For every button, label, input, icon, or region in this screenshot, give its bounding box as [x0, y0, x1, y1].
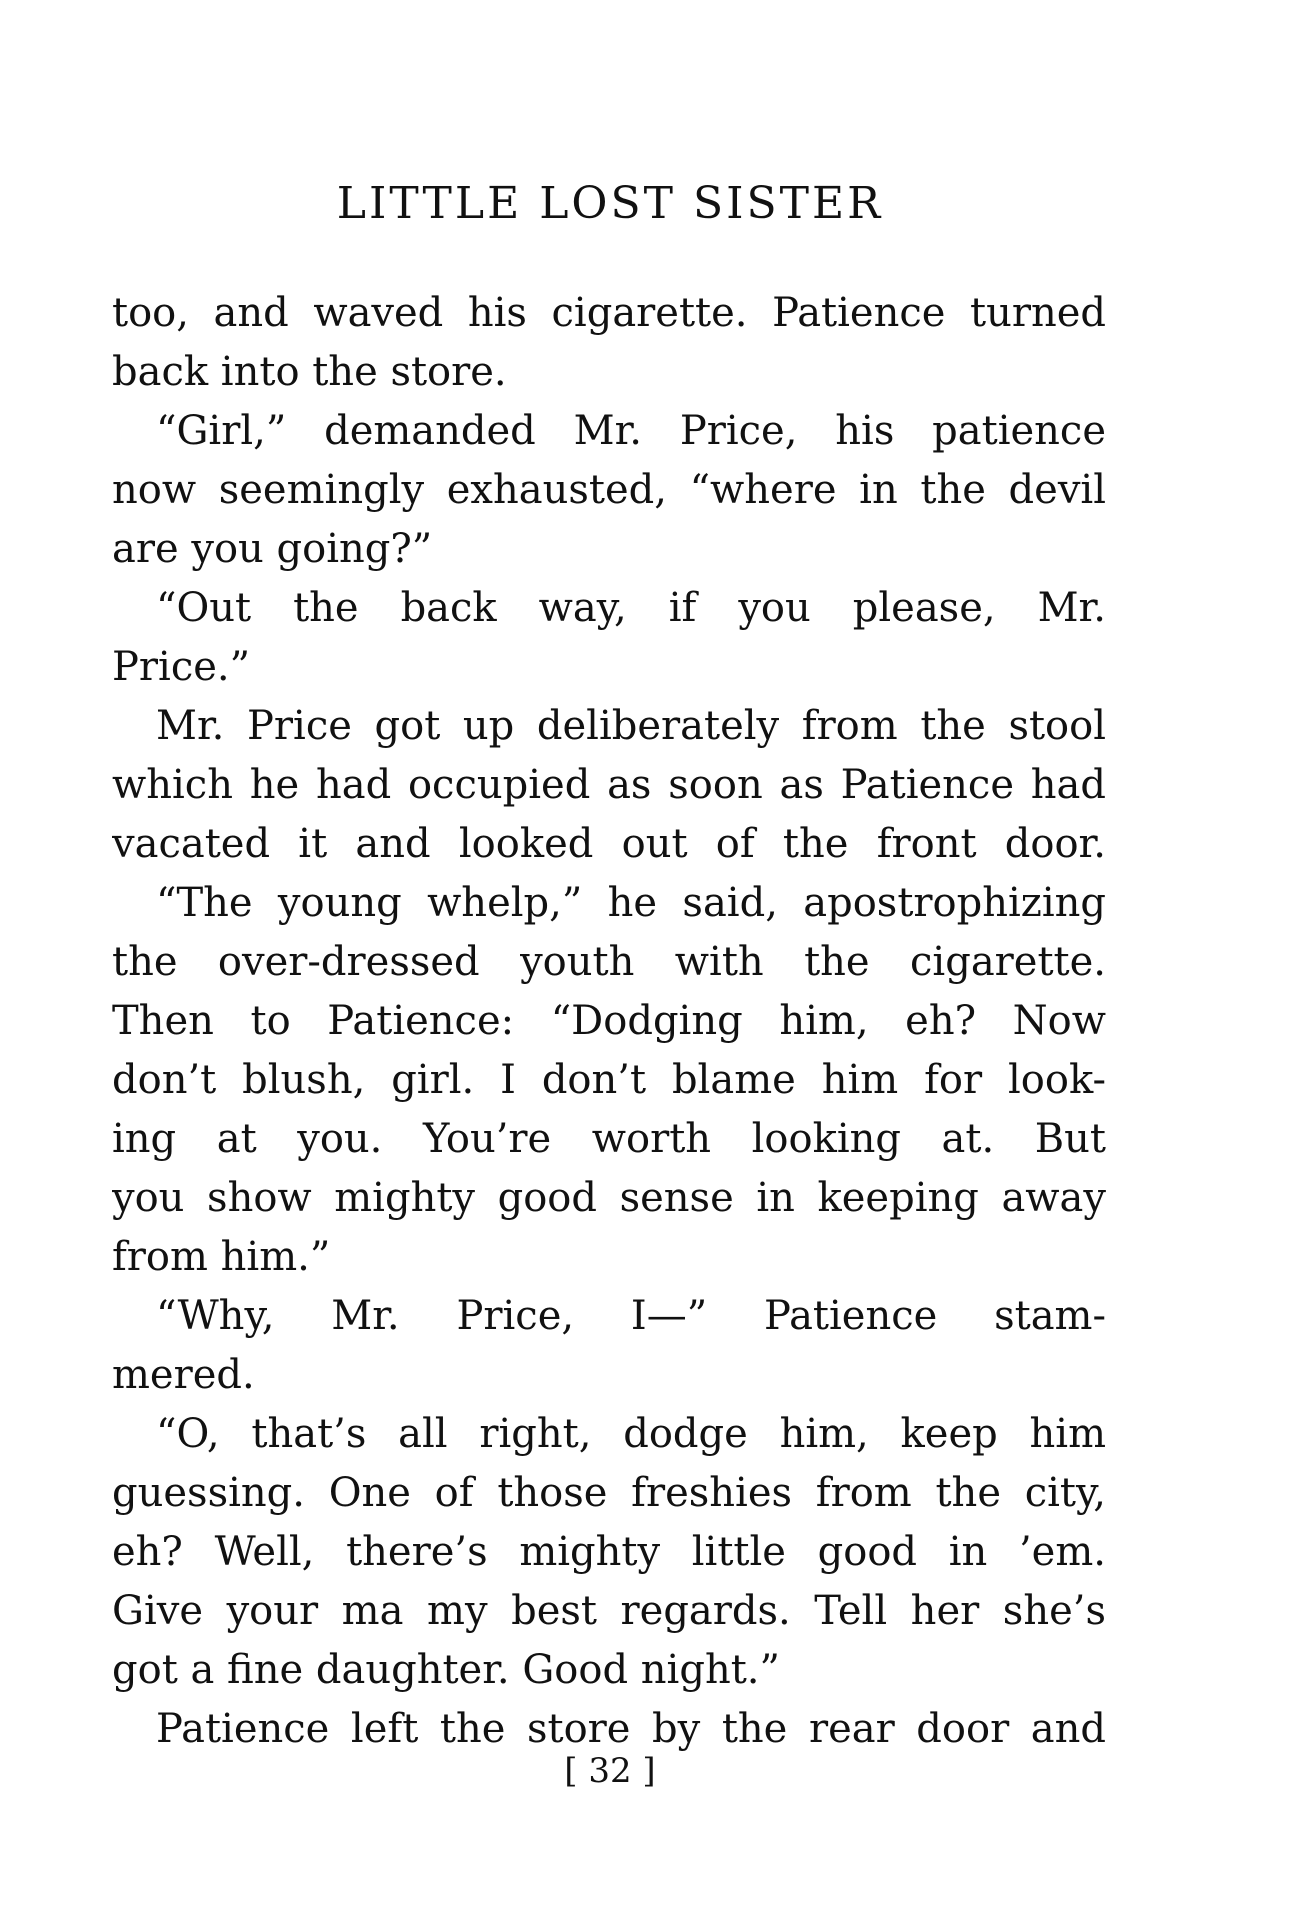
text-line: got a fine daughter. Good night.” — [112, 1647, 780, 1693]
text-line: “Why, Mr. Price, I—” Patience stam- — [156, 1293, 1106, 1339]
page-number: [ 32 ] — [564, 1751, 656, 1791]
text-line: you show mighty good sense in keeping away — [112, 1175, 1106, 1221]
text-line: too, and waved his cigarette. Patience turned — [112, 290, 1106, 336]
text-line: Give your ma my best regards. Tell her she’s — [112, 1588, 1106, 1634]
text-line: eh? Well, there’s mighty little good in ’em. — [112, 1529, 1106, 1575]
text-line: “Out the back way, if you please, Mr. — [156, 585, 1106, 631]
text-line: Mr. Price got up deliberately from the stool — [156, 703, 1106, 749]
text-line: Price.” — [112, 644, 251, 690]
text-line: “Girl,” demanded Mr. Price, his patience — [156, 408, 1106, 454]
text-line: which he had occupied as soon as Patience had — [112, 762, 1106, 808]
text-line: “O, that’s all right, dodge him, keep him — [156, 1411, 1106, 1457]
text-line: now seemingly exhausted, “where in the devil — [112, 467, 1106, 513]
text-line: guessing. One of those freshies from the city, — [112, 1470, 1106, 1516]
body-text — [112, 284, 1106, 1759]
text-line: are you going?” — [112, 526, 433, 572]
text-line: from him.” — [112, 1234, 331, 1280]
text-line: don’t blush, girl. I don’t blame him for look- — [112, 1057, 1106, 1103]
text-line: the over-dressed youth with the cigarette. — [112, 939, 1106, 985]
text-line: ing at you. You’re worth looking at. But — [112, 1116, 1106, 1162]
text-line: Then to Patience: “Dodging him, eh? Now — [112, 998, 1106, 1044]
text-line: Patience left the store by the rear door and — [156, 1706, 1106, 1752]
text-line: vacated it and looked out of the front door. — [112, 821, 1106, 867]
running-head: LITTLE LOST SISTER — [336, 178, 884, 229]
text-line: “The young whelp,” he said, apostrophizing — [156, 880, 1106, 926]
text-line: mered. — [112, 1352, 255, 1398]
text-line: back into the store. — [112, 349, 507, 395]
